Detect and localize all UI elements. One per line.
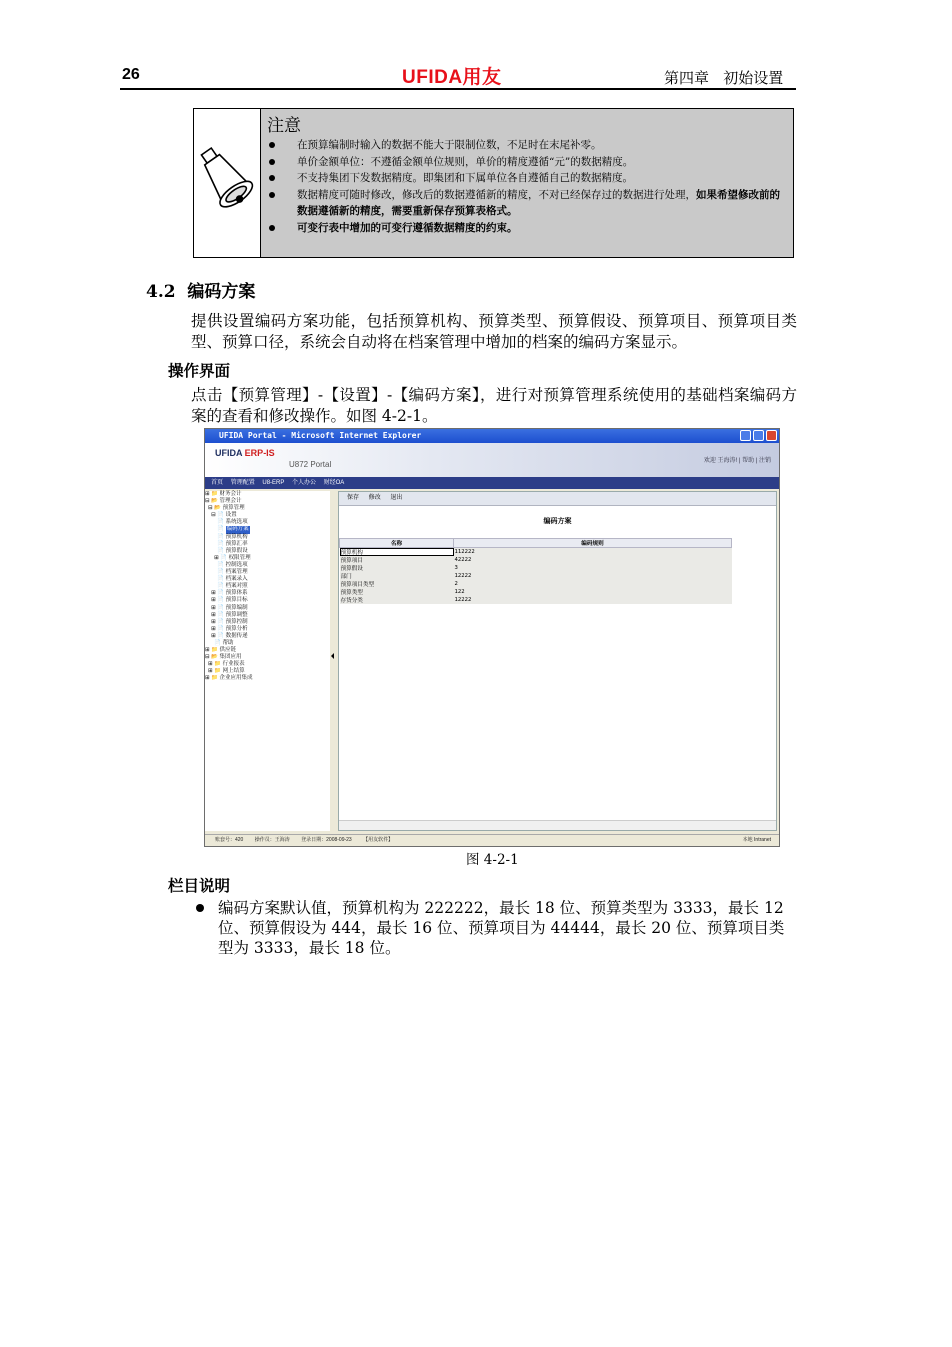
screenshot-figure — [204, 428, 780, 847]
toolbar — [339, 492, 776, 506]
tree-item[interactable]: ⊞ 📄 预算编制 — [205, 604, 248, 611]
bell-icon — [194, 109, 260, 257]
table-row[interactable] — [340, 548, 732, 557]
status-bar — [205, 834, 779, 846]
note-item: 在预算编制时输入的数据不能大于限制位数，不足时在末尾补零。 — [265, 137, 787, 154]
note-body — [261, 109, 793, 257]
tree-item[interactable]: ⊞ 📄 数据传递 — [205, 632, 248, 639]
cell-rule[interactable]: 42222 — [454, 556, 732, 564]
tree-item[interactable]: ⊟ 📄 设置 — [205, 512, 237, 519]
ops-paragraph: 点击【预算管理】-【设置】-【编码方案】，进行对预算管理系统使用的基础档案编码方案的查看和修改操作。如图 4-2-1。 — [191, 386, 797, 425]
cell-name[interactable]: 预算项目类型 — [340, 580, 454, 588]
nav-item[interactable]: 个人办公 — [291, 480, 316, 486]
note-item — [265, 187, 787, 220]
cell-name[interactable]: 预算假设 — [340, 564, 454, 572]
note-item-bold: 如果希望修改前的数据遵循新的精度，需要重新保存预算表格式。 — [297, 188, 780, 217]
tree-item[interactable]: ⊞ 📁 行业报表 — [205, 661, 245, 668]
portal-logo — [215, 448, 275, 458]
tree-item[interactable]: ⊟ 📂 集团应用 — [205, 654, 242, 661]
tree-item[interactable]: ⊟ 📂 管理会计 — [205, 498, 242, 505]
tree-item[interactable]: 📄 帮助 — [205, 639, 234, 646]
nav-item[interactable]: 财经OA — [323, 480, 345, 486]
page-number: 26 — [122, 66, 140, 83]
table-row[interactable] — [340, 564, 732, 572]
table-row[interactable] — [340, 580, 732, 588]
exit-button[interactable]: 退出 — [390, 495, 403, 501]
columns-heading: 栏目说明 — [168, 876, 231, 895]
tree-item[interactable]: ⊞ 📄 权限管理 — [205, 554, 251, 561]
window-controls — [740, 430, 777, 441]
tree-item[interactable]: 📄 预算机构 — [205, 533, 248, 540]
coding-scheme-table — [339, 538, 732, 604]
note-icon-cell — [194, 109, 261, 257]
tree-item[interactable]: 📄 档案对照 — [205, 583, 248, 590]
cell-name[interactable]: 预算机构 — [340, 548, 454, 557]
table-row[interactable] — [340, 588, 732, 596]
nav-item[interactable]: 管理配置 — [230, 480, 255, 486]
logo-text: UFIDA — [215, 448, 245, 458]
cell-rule[interactable]: 3 — [454, 564, 732, 572]
chapter-title: 第四章 初始设置 — [664, 69, 784, 87]
nav-item[interactable]: U8-ERP — [262, 480, 285, 486]
minimize-icon[interactable] — [740, 430, 751, 441]
nav-item[interactable]: 首页 — [211, 480, 224, 486]
cell-rule[interactable]: 2 — [454, 580, 732, 588]
note-list — [265, 137, 787, 236]
tree-item[interactable]: ⊞ 📄 预算控制 — [205, 618, 248, 625]
save-button[interactable]: 保存 — [347, 495, 360, 501]
tree-item-selected[interactable]: 编码方案 — [226, 526, 249, 533]
table-row[interactable] — [340, 556, 732, 564]
tree-item[interactable]: 📄 控制选项 — [205, 561, 248, 568]
logo-suffix: -IS — [263, 448, 275, 458]
window-titlebar — [205, 429, 779, 443]
table-row[interactable] — [340, 596, 732, 604]
cell-rule[interactable]: 112222 — [454, 548, 732, 557]
intro-paragraph: 提供设置编码方案功能，包括预算机构、预算类型、预算假设、预算项目、预算项目类型、预算口径，系统会自动将在档案管理中增加的档案的编码方案显示。 — [191, 312, 797, 351]
note-item-text: 数据精度可随时修改，修改后的数据遵循新的精度，不对已经保存过的数据进行处理， — [297, 188, 696, 201]
status-item: 本地 Intranet — [742, 837, 771, 843]
cell-name[interactable]: 预算项目 — [340, 556, 454, 564]
cell-name[interactable]: 部门 — [340, 572, 454, 580]
tree-item[interactable]: ⊞ 📄 预算调整 — [205, 611, 248, 618]
note-box — [193, 108, 794, 258]
tree-item[interactable]: 📄 档案管理 — [205, 569, 248, 576]
section-heading: 4.2 编码方案 — [146, 282, 256, 302]
logo-erp: ERP — [244, 448, 264, 458]
portal-name: U872 Portal — [289, 460, 332, 469]
cell-rule[interactable]: 12222 — [454, 596, 732, 604]
ops-heading: 操作界面 — [168, 361, 231, 380]
status-item: 操作员：王海涛 — [254, 837, 290, 843]
tree-item[interactable]: ⊞ 📁 网上结算 — [205, 668, 245, 675]
tree-item[interactable]: ⊞ 📁 企业应用集成 — [205, 675, 253, 682]
column-header: 名称 — [340, 539, 454, 548]
tree-item[interactable]: 📄 档案录入 — [205, 576, 248, 583]
panel-splitter[interactable] — [330, 491, 338, 831]
cell-name[interactable]: 存货分类 — [340, 596, 454, 604]
note-item: 单价金额单位：不遵循金额单位规则，单价的精度遵循“元”的数据精度。 — [265, 154, 787, 171]
nav-bar — [205, 477, 779, 489]
content-panel — [338, 491, 777, 831]
status-item: 账套号：420 — [215, 837, 244, 843]
tree-item[interactable]: ⊞ 📁 供应链 — [205, 647, 237, 654]
tree-item[interactable]: 📄 系统选项 — [205, 519, 248, 526]
close-icon[interactable] — [766, 430, 777, 441]
status-item: 登录日期：2008-09-23 — [301, 837, 352, 843]
horizontal-scrollbar[interactable] — [339, 820, 776, 830]
brand-logo: UFIDA用友 — [402, 67, 502, 88]
tree-item[interactable]: ⊞ 📄 预算分析 — [205, 625, 248, 632]
nav-tree — [205, 491, 331, 831]
welcome-links[interactable]: 欢迎 王海涛! | 帮助 | 注销 — [703, 458, 771, 464]
content-title: 编码方案 — [543, 518, 572, 525]
bullet-paragraph: 编码方案默认值，预算机构为 222222，最长 18 位、预算类型为 3333，最长 12 位、预算假设为 444，最长 16 位、预算项目为 44444，最长 20 位、预算项目类型为 3333，最长 18 位。 — [218, 899, 785, 957]
tree-item[interactable]: ⊞ 📄 预算目标 — [205, 597, 248, 604]
column-header: 编码规则 — [454, 539, 732, 548]
tree-item[interactable]: 📄 预算假设 — [205, 547, 248, 554]
cell-rule[interactable]: 12222 — [454, 572, 732, 580]
tree-item[interactable]: 📄 预算汇率 — [205, 540, 248, 547]
note-item: 可变行表中增加的可变行遵循数据精度的约束。 — [265, 220, 787, 237]
edit-button[interactable]: 修改 — [368, 495, 381, 501]
cell-name[interactable]: 预算类型 — [340, 588, 454, 596]
tree-item[interactable]: ⊞ 📁 财务会计 — [205, 491, 242, 497]
window-title: UFIDA Portal - Microsoft Internet Explorer — [219, 431, 422, 440]
table-row[interactable] — [340, 572, 732, 580]
maximize-icon[interactable] — [753, 430, 764, 441]
note-item: 不支持集团下发数据精度。即集团和下属单位各自遵循自己的数据精度。 — [265, 170, 787, 187]
cell-rule[interactable]: 122 — [454, 588, 732, 596]
status-item: 【用友软件】 — [363, 837, 394, 843]
note-title: 注意 — [267, 116, 301, 136]
tree-item[interactable]: ⊞ 📄 预算体系 — [205, 590, 248, 597]
bullet-dot — [196, 904, 204, 912]
tree-item[interactable]: ⊟ 📂 预算管理 — [205, 505, 245, 512]
figure-caption: 图 4-2-1 — [466, 852, 519, 868]
header-rule — [120, 88, 796, 90]
tree-item[interactable]: 📄 编码方案 — [205, 526, 249, 533]
portal-banner — [205, 443, 779, 477]
